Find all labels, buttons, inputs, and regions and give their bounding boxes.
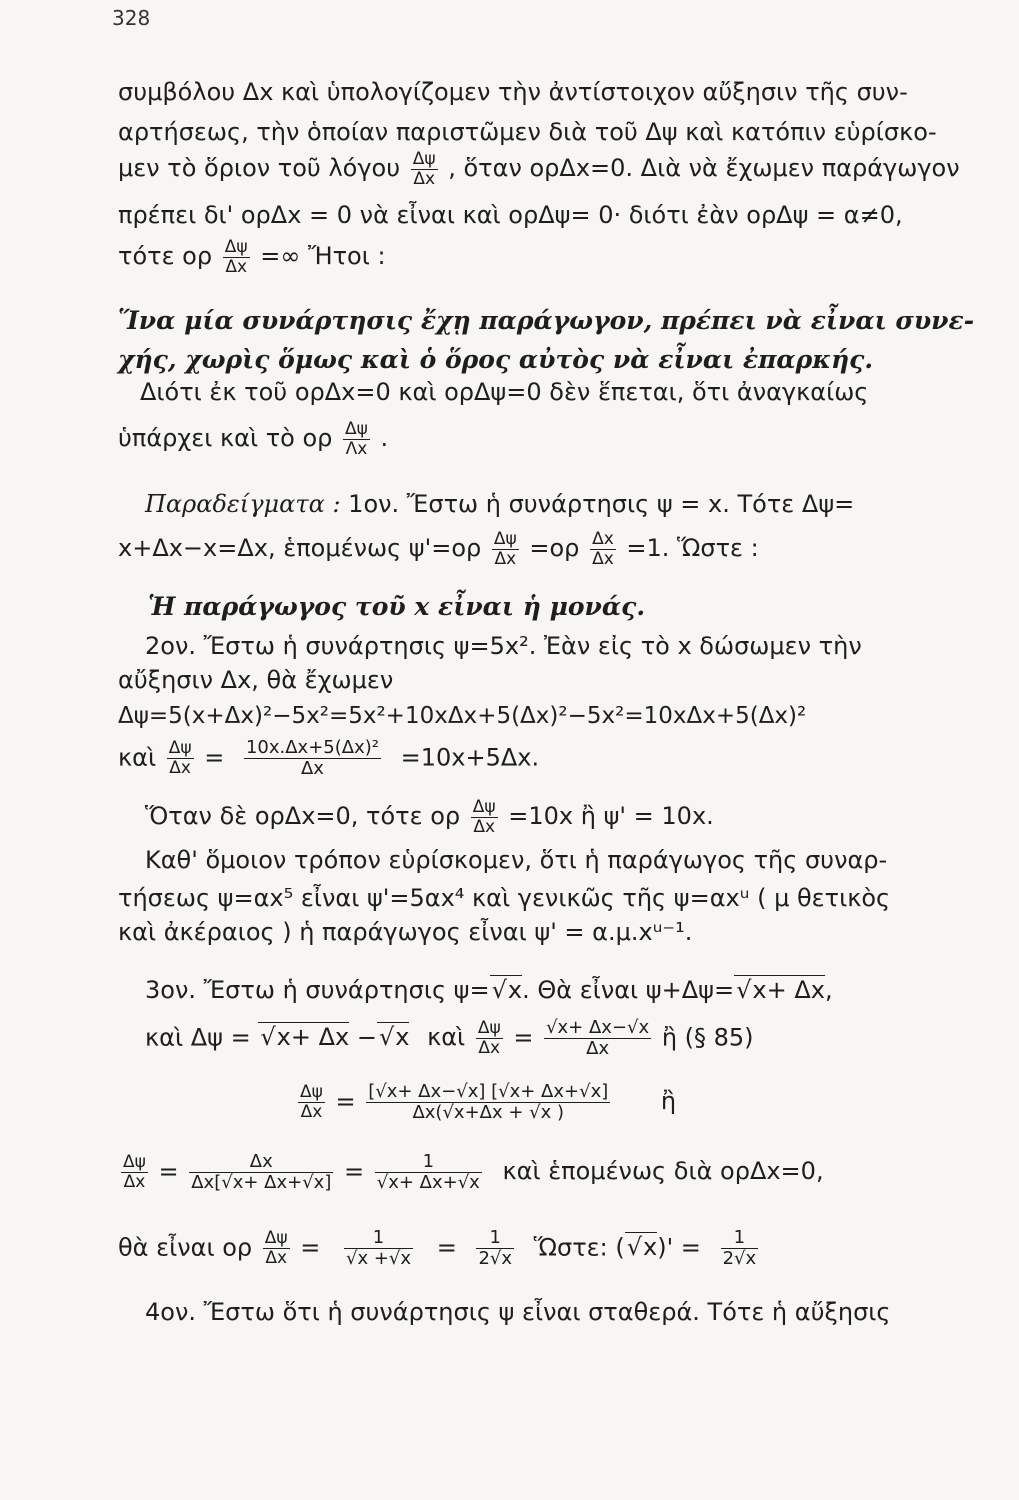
text-segment: =ορ (529, 534, 580, 563)
text-segment: καὶ ἑπομένως διὰ ορΔx=0, (502, 1157, 824, 1186)
fraction-one-over-2sqrt (721, 1228, 759, 1269)
text-segment: =10x ἢ ψ' = 10x. (508, 802, 714, 831)
numerator: 10x.Δx+5(Δx)² (245, 737, 379, 758)
text-line-19: τήσεως ψ=αx⁵ εἶναι ψ'=5αx⁴ καὶ γενικῶς τῆς ψ=αxᵘ ( μ θετικὸς (118, 884, 891, 912)
denominator: Δx (411, 169, 438, 189)
text-line-13: 2ον. Ἔστω ἡ συνάρτησις ψ=5x². Ἐὰν εἰς τὸ x δώσωμεν τὴν (145, 632, 862, 660)
numerator: Δψ (493, 529, 517, 549)
text-segment: Ὅταν δὲ ορΔx=0, τότε ορ (145, 802, 461, 831)
text-line-26: 4ον. Ἔστω ὅτι ἡ συνάρτησις ψ εἶναι σταθερά. Τότε ἡ αὔξησις (145, 1298, 891, 1326)
fraction-dx-over (189, 1152, 333, 1193)
numerator: 1 (733, 1227, 746, 1248)
fraction-dpsi-dx (471, 798, 498, 836)
denominator: Λx (343, 439, 370, 459)
numerator: Δψ (345, 419, 368, 439)
numerator: Δx (249, 1151, 273, 1172)
text-line-16 (118, 738, 539, 779)
numerator: Δψ (168, 738, 192, 759)
text-line-2: αρτήσεως, τὴν ὁποίαν παριστῶμεν διὰ τοῦ Δψ καὶ κατόπιν εὑρίσκο- (118, 118, 937, 146)
denominator: 2√x (722, 1247, 757, 1269)
text-line-14: αὔξησιν Δx, θὰ ἔχωμεν (118, 666, 394, 694)
numerator: Δψ (224, 237, 248, 257)
text-line-5 (118, 238, 386, 276)
text-segment: καὶ Δψ = (145, 1023, 251, 1052)
numerator: Δψ (477, 1018, 501, 1039)
denominator: Δx (476, 1038, 503, 1058)
fraction-dpsi-dx (476, 1019, 503, 1057)
numerator: Δψ (412, 149, 436, 169)
denominator: Δx (544, 1038, 651, 1059)
sqrt-x-plus-dx: √ x+ Δx (734, 975, 825, 1004)
denominator: Δx (167, 758, 194, 778)
text-segment: καὶ (118, 743, 157, 772)
text-line-1: συμβόλου Δx καὶ ὑπολογίζομεν τὴν ἀντίστοιχον αὔξησιν τῆς συν- (118, 78, 908, 106)
text-segment: μεν τὸ ὅριον τοῦ λόγου (118, 154, 401, 183)
text-segment: x+Δx−x=Δx, ἑπομένως ψ'=ορ (118, 534, 482, 563)
text-line-25: θὰ εἶναι ορ $\frac{\Delta\psi}{\Delta x}$ = $\frac{1}{√x +√x}$ = $\frac{1}{2√x}$ Ὥστε: (√ x)' = $\frac{1}{2√x}$ (118, 1228, 761, 1269)
text-segment: 3ον. Ἔστω ἡ συνάρτησις ψ= (145, 976, 490, 1004)
numerator: 1 (422, 1151, 435, 1172)
fraction-10x (244, 738, 381, 779)
numerator: Δx (592, 529, 614, 549)
sqrt-x: √ x (377, 1022, 410, 1051)
text-segment: =10x+5Δx. (400, 743, 540, 772)
numerator: 1 (372, 1227, 385, 1248)
theorem-line-1: Ἵνα μία συνάρτησις ἔχῃ παράγωγον, πρέπει νὰ εἶναι συνε- (118, 306, 975, 335)
text-line-3 (118, 150, 960, 188)
text-line-15: Δψ=5(x+Δx)²−5x²=5x²+10xΔx+5(Δx)²−5x²=10xΔx+5(Δx)² (118, 703, 807, 729)
numerator: Δψ (300, 1082, 323, 1103)
sqrt-x: √ x (490, 975, 523, 1004)
denominator: Δx (244, 758, 381, 779)
theorem-line-2: χής, χωρὶς ὅμως καὶ ὁ ὅρος αὐτὸς νὰ εἶναι ἐπαρκής. (118, 345, 874, 374)
text-segment: ἢ (660, 1087, 677, 1116)
text-line-21 (145, 978, 833, 1002)
text-line-23: $\frac{\Delta\psi}{\Delta x}$ = $\frac{[√x+ \Delta x-√x] [√x+ \Delta x+√x]}{\Delta x(√x+\Delta x + √x )}$ ἢ (300, 1081, 677, 1123)
denominator: Δx (298, 1102, 325, 1122)
page-number: 328 (112, 6, 151, 30)
fraction-conjugate (366, 1082, 610, 1123)
text-segment: καὶ (427, 1023, 466, 1052)
text-segment: 1ον. Ἔστω ἡ συνάρτησις ψ = x. Τότε Δψ= (340, 490, 855, 518)
denominator: Δx (223, 257, 250, 277)
text-line-24: $\frac{\Delta\psi}{\Delta x}$ = $\frac{\Delta x}{\Delta x[√x+ \Delta x+√x]}$ = $\frac{1}{√x+ \Delta x+√x}$ καὶ ἑπομένως διὰ ορΔx=0, (123, 1151, 824, 1193)
fraction-dpsi-dx (298, 1083, 325, 1121)
text-line-10 (145, 492, 854, 516)
denominator: √x +√x (346, 1247, 412, 1269)
fraction-dpsi-dx (411, 150, 438, 188)
denominator: Δx (592, 548, 614, 569)
fraction-dpsi-dx (167, 739, 194, 777)
denominator: Δx (121, 1172, 148, 1192)
text-segment: . Θὰ εἶναι ψ+Δψ= (522, 976, 735, 1004)
text-segment: τότε ορ (118, 242, 213, 271)
text-line-22: καὶ Δψ = √ x+ Δx −√ x καὶ $\frac{\Delta\psi}{\Delta x}$ = $\frac{√x+ \Delta x-√x}{\Delta x}$ ἢ (§ 85) (145, 1018, 754, 1059)
text-line-4: πρέπει δι' ορΔx = 0 νὰ εἶναι καὶ ορΔψ= 0· διότι ἐὰν ορΔψ = α≠0, (118, 201, 903, 229)
text-segment: )' = (657, 1233, 701, 1262)
fraction-dpsi-dx (263, 1229, 290, 1267)
denominator: Δx (471, 817, 498, 837)
sqrt-x-plus-dx: √ x+ Δx (258, 1022, 349, 1051)
numerator: √x+ Δx−√x (546, 1017, 650, 1038)
denominator: √x+ Δx+√x (376, 1171, 480, 1193)
denominator: Δx (492, 549, 519, 569)
text-segment: = (204, 743, 225, 772)
numerator: Δψ (472, 797, 496, 817)
theorem-line-3: Ἡ παράγωγος τοῦ x εἶναι ἡ μονάς. (148, 592, 646, 621)
denominator: Δx(√x+Δx + √x ) (366, 1102, 610, 1123)
fraction-dpsi-dx (223, 238, 250, 276)
text-segment: . (380, 424, 389, 453)
fraction-sqrt-diff (544, 1018, 651, 1059)
fraction-dpsi-dx (121, 1153, 148, 1191)
text-line-9 (118, 420, 388, 458)
fraction-dx-dx (590, 530, 616, 568)
denominator: Δx (263, 1248, 290, 1268)
numerator: 1 (489, 1227, 501, 1248)
numerator: Δψ (264, 1228, 288, 1249)
text-segment: , ὅταν ορΔx=0. Διὰ νὰ ἔχωμεν παράγωγον (448, 154, 960, 183)
fraction-one-over-sum2 (344, 1228, 413, 1269)
numerator: [√x+ Δx−√x] [√x+ Δx+√x] (368, 1081, 609, 1102)
text-line-11 (118, 530, 759, 568)
fraction-dpsi-lambdax (343, 420, 370, 458)
text-segment: , (824, 976, 833, 1004)
text-line-18: Καθ' ὅμοιον τρόπον εὑρίσκομεν, ὅτι ἡ παράγωγος τῆς συναρ- (145, 846, 888, 874)
text-segment: =1. Ὥστε : (626, 534, 759, 563)
text-segment: ὑπάρχει καὶ τὸ ορ (118, 424, 333, 453)
text-segment: ἢ (§ 85) (661, 1023, 754, 1052)
text-segment: =∞ Ἤτοι : (260, 242, 386, 271)
fraction-one-over-2sqrt (476, 1228, 514, 1269)
fraction-dpsi-dx (492, 530, 519, 568)
text-line-20: καὶ ἀκέραιος ) ἡ παράγωγος εἶναι ψ' = α.μ.xᵘ⁻¹. (118, 918, 693, 946)
sqrt-x: √ x (625, 1232, 658, 1261)
denominator: Δx[√x+ Δx+√x] (191, 1171, 332, 1193)
examples-heading: Παραδείγματα : (145, 490, 341, 518)
denominator: 2√x (478, 1247, 513, 1269)
text-line-17 (145, 798, 714, 836)
numerator: Δψ (123, 1152, 146, 1173)
text-segment: Ὥστε: ( (533, 1233, 625, 1262)
text-segment: θὰ εἶναι ορ (118, 1233, 253, 1262)
fraction-one-over-sum (375, 1152, 482, 1193)
text-line-8: Διότι ἐκ τοῦ ορΔx=0 καὶ ορΔψ=0 δὲν ἕπεται, ὅτι ἀναγκαίως (140, 378, 869, 406)
